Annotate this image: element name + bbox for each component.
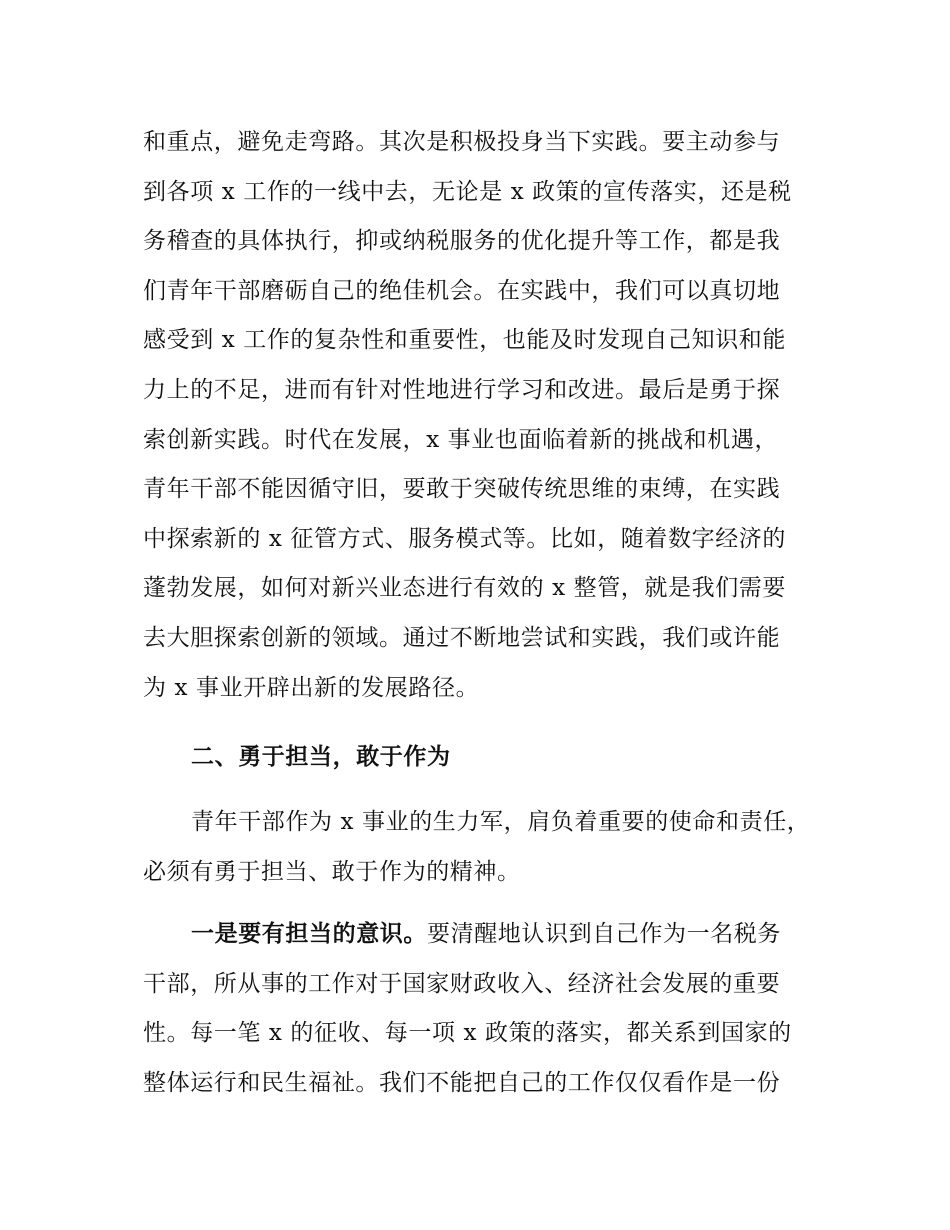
paragraph-3 [143, 910, 823, 1108]
paragraph-line: 感受到 x 工作的复杂性和重要性，也能及时发现自己知识和能 [143, 327, 786, 354]
paragraph-line: 中探索新的 x 征管方式、服务模式等。比如，随着数字经济的 [143, 525, 786, 552]
paragraph-line: 务稽查的具体执行，抑或纳税服务的优化提升等工作，都是我 [143, 228, 781, 255]
paragraph-line: 力上的不足，进而有针对性地进行学习和改进。最后是勇于探 [143, 376, 781, 403]
paragraph-first-line-text: 要清醒地认识到自己作为一名税务 [427, 921, 781, 947]
paragraph-first-line [143, 910, 823, 960]
paragraph-line: 们青年干部磨砺自己的绝佳机会。在实践中，我们可以真切地 [143, 277, 781, 304]
paragraph-1 [143, 118, 823, 713]
paragraph-line: 必须有勇于担当、敢于作为的精神。 [143, 858, 521, 885]
paragraph-line: 索创新实践。时代在发展，x 事业也面临着新的挑战和机遇， [143, 426, 779, 453]
paragraph-line: 整体运行和民生福祉。我们不能把自己的工作仅仅看作是一份 [143, 1069, 781, 1096]
paragraph-line: 为 x 事业开辟出新的发展路径。 [143, 674, 480, 701]
paragraph-line: 青年干部作为 x 事业的生力军，肩负着重要的使命和责任， [191, 809, 811, 835]
paragraph-line: 去大胆探索创新的领域。通过不断地尝试和实践，我们或许能 [143, 624, 781, 651]
paragraph-2 [143, 798, 823, 897]
paragraph-line: 干部，所从事的工作对于国家财政收入、经济社会发展的重要 [143, 970, 781, 997]
section-heading: 二、勇于担当，敢于作为 [191, 744, 451, 770]
paragraph-line: 青年干部不能因循守旧，要敢于突破传统思维的束缚，在实践 [143, 476, 781, 503]
paragraph-line: 性。每一笔 x 的征收、每一项 x 政策的落实，都关系到国家的 [143, 1020, 792, 1047]
paragraph-line: 和重点，避免走弯路。其次是积极投身当下实践。要主动参与 [143, 129, 781, 155]
paragraph-line: 到各项 x 工作的一线中去，无论是 x 政策的宣传落实，还是税 [143, 178, 792, 205]
paragraph-line: 蓬勃发展，如何对新兴业态进行有效的 x 整管，就是我们需要 [143, 575, 786, 602]
paragraph-lead: 一是要有担当的意识。 [191, 921, 427, 947]
